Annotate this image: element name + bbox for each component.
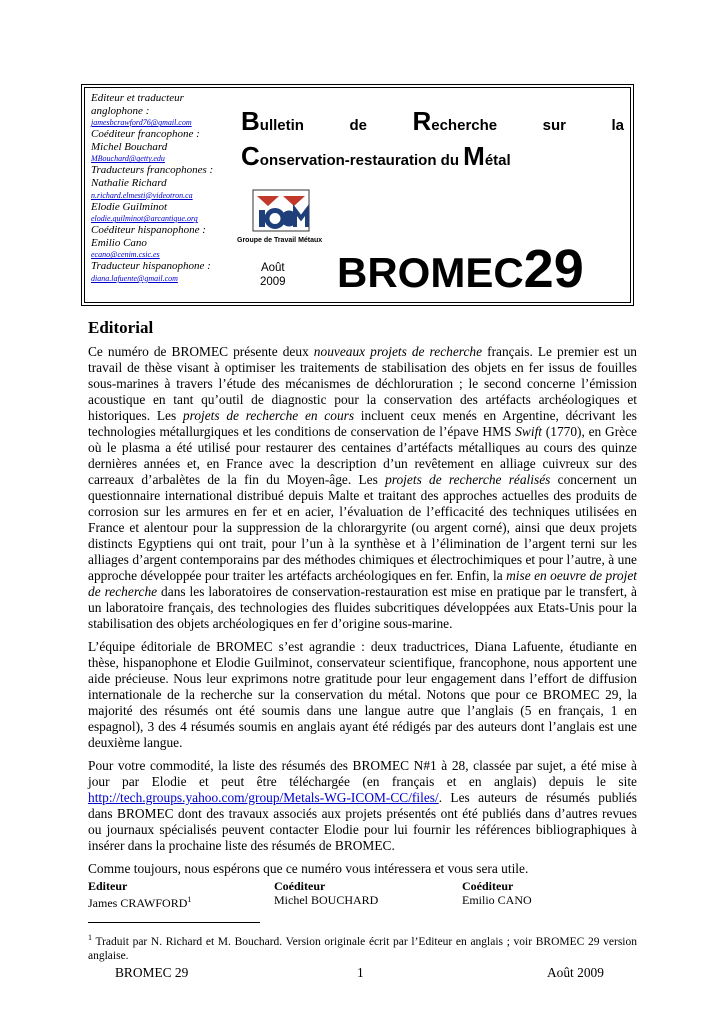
- title-word: Recherche: [412, 106, 498, 136]
- footnote-mark: 1: [88, 933, 92, 942]
- issue-number: 29: [523, 239, 584, 299]
- editorial-paragraph-2: L’équipe éditoriale de BROMEC s’est agrandie : deux traductrices, Diana Lafuente, étudiante en thèse, hispanophone et Elodie Guilminot, conservateur scientifique, francophone, nous apportent une aide précieuse. Nous leur exprimons notre gratitude pour leur engagement dans l’effort de diffusion internationale de la recherche sur la conservation du métal. Notons que pour ce BROMEC 29, la majorité des résumés ont été soumis dans une langue autre que l’anglais (5 en français, 1 en espagnol), 3 des 4 résumés soumis en anglais ayant été rédigés par des auteurs dont l’anglais est une deuxième langue.: [88, 639, 637, 750]
- footnote-ref: 1: [187, 895, 192, 904]
- title-word: de: [349, 117, 367, 134]
- credits-list: [91, 92, 236, 284]
- signature-coeditor-fr: [274, 879, 378, 907]
- title-word: sur: [542, 117, 566, 134]
- title-line-1: [241, 106, 624, 137]
- credit-email-link[interactable]: MBouchard@getty.edu: [91, 154, 165, 164]
- signature-coeditor-es: [462, 879, 532, 907]
- signature-role: Coéditeur: [462, 879, 514, 893]
- credit-role: Coéditeur francophone :: [91, 128, 200, 141]
- editorial-paragraph-1: Ce numéro de BROMEC présente deux nouveaux projets de recherche français. Le premier est un travail de thèse visant à optimiser les traitements de stabilisation des objets en fer issus de fouilles sous-marines à travers l’étude des mécanismes de déchloruration ; le second concerne l’émission acoustique en tant qu’outil de diagnostic pour la conservation des artéfacts archéologiques et historiques. Les projets de recherche en cours incluent ceux menés en Argentine, décrivant les technologies métallurgiques et les conditions de conservation de l’épave HMS Swift (1770), en Grèce où le plasma a été utilisé pour restaurer des centaines d’artéfacts métalliques au cours des quinze dernières années et, en France avec la description d’un revêtement en alliage cuivreux sur des carreaux d’arbalètes de la fin du Moyen-âge. Les projets de recherche réalisés concernent un questionnaire international distribué depuis Malte et traitant des approches actuelles des produits de corrosion sur les armures en fer et en acier, l’évaluation de l’efficacité des techniques utilisées en France et alentour pour la suppression de la chlorargyrite (ou argent corné), ainsi que deux projets distincts Egyptiens qui ont trait, pour l’un à la synthèse et à l’élimination de l’argent terni sur les alliages d’argent contemporains par des méthodes chimiques et électrochimiques et pour l’autre, à une approche développée pour traiter les artéfacts archéologiques en fer. Enfin, la mise en oeuvre de projet de recherche dans les laboratoires de conservation-restauration est mise en pratique par le transfert, à un laboratoire français, des technologies des fluides subcritiques développées aux Etats-Unis pour la stabilisation des objets archéologiques en fer d’origine sous-marine.: [88, 344, 638, 631]
- credit-role: Traducteur hispanophone :: [91, 260, 211, 273]
- signature-role: Coéditeur: [274, 879, 326, 893]
- credit-role: Editeur et traducteur anglophone :: [91, 92, 184, 117]
- issue-year: 2009: [260, 276, 286, 288]
- issue-date: [260, 261, 286, 289]
- footnote-text: Traduit par N. Richard et M. Bouchard. Version originale écrit par l’Editeur en anglais ; voir BROMEC 29 version anglaise.: [88, 935, 637, 962]
- credit-email-link[interactable]: diana.lafuente@gmail.com: [91, 273, 178, 283]
- editorial-paragraph-3: [88, 758, 637, 854]
- footer-left: BROMEC 29: [115, 965, 189, 980]
- credit-email-link[interactable]: n.richard.elmesti@videotron.ca: [91, 190, 193, 200]
- editorial-section: [88, 320, 637, 884]
- signature-name: James CRAWFORD: [88, 896, 188, 910]
- footnote-divider: [88, 922, 260, 923]
- credit-role: Traducteurs francophones :: [91, 164, 214, 177]
- title-word: Bulletin: [241, 106, 304, 136]
- p3-text-after: . Les auteurs de résumés publiés dans BROMEC dont des travaux associés aux projets présentés ont été publiés dans d’autres revues ou journaux spécialisés peuvent contacter Elodie pour lui fournir les références bibliographiques à insérer dans la prochaine liste des résumés de BROMEC.: [88, 790, 637, 853]
- editorial-paragraph-4: Comme toujours, nous espérons que ce numéro vous intéressera et vous sera utile.: [88, 861, 529, 876]
- files-link[interactable]: http://tech.groups.yahoo.com/group/Metals-WG-ICOM-CC/files/: [88, 790, 439, 805]
- brand-name: BROMEC: [337, 249, 524, 296]
- editorial-heading: Editorial: [88, 318, 154, 337]
- credit-role: Coéditeur hispanophone :: [91, 224, 206, 237]
- signature-name: Michel BOUCHARD: [274, 893, 379, 907]
- bromec-brand: [337, 238, 584, 300]
- logo-caption: Groupe de Travail Métaux: [237, 237, 323, 244]
- credit-name: Nathalie Richard: [91, 176, 167, 189]
- credit-name: Emilio Cano: [91, 236, 147, 249]
- footer-right: Août 2009: [547, 965, 604, 980]
- signature-role: Editeur: [88, 879, 128, 893]
- credit-email-link[interactable]: jamesbcrawford76@gmail.com: [91, 118, 192, 128]
- title-word: la: [611, 117, 624, 134]
- footer-page-number: 1: [357, 965, 364, 980]
- credit-email-link[interactable]: elodie.guilminot@arcantique.org: [91, 214, 198, 224]
- signature-name: Emilio CANO: [462, 893, 532, 907]
- credit-name: Elodie Guilminot: [91, 200, 168, 213]
- issue-month: Août: [260, 262, 285, 274]
- credit-email-link[interactable]: ecano@cenim.csic.es: [91, 250, 160, 260]
- title-line-2: Conservation-restauration du Métal: [241, 141, 511, 171]
- masthead-box: [84, 87, 631, 303]
- icom-logo: [251, 188, 311, 233]
- bulletin-title: [241, 106, 624, 172]
- footnote: [88, 931, 637, 963]
- p3-text-before: Pour votre commodité, la liste des résumés des BROMEC N#1 à 28, classée par sujet, a été mise à jour par Elodie et peut être téléchargée (en français et en anglais) depuis le site: [88, 758, 637, 789]
- signature-editor: [88, 879, 191, 910]
- credit-name: Michel Bouchard: [91, 140, 168, 153]
